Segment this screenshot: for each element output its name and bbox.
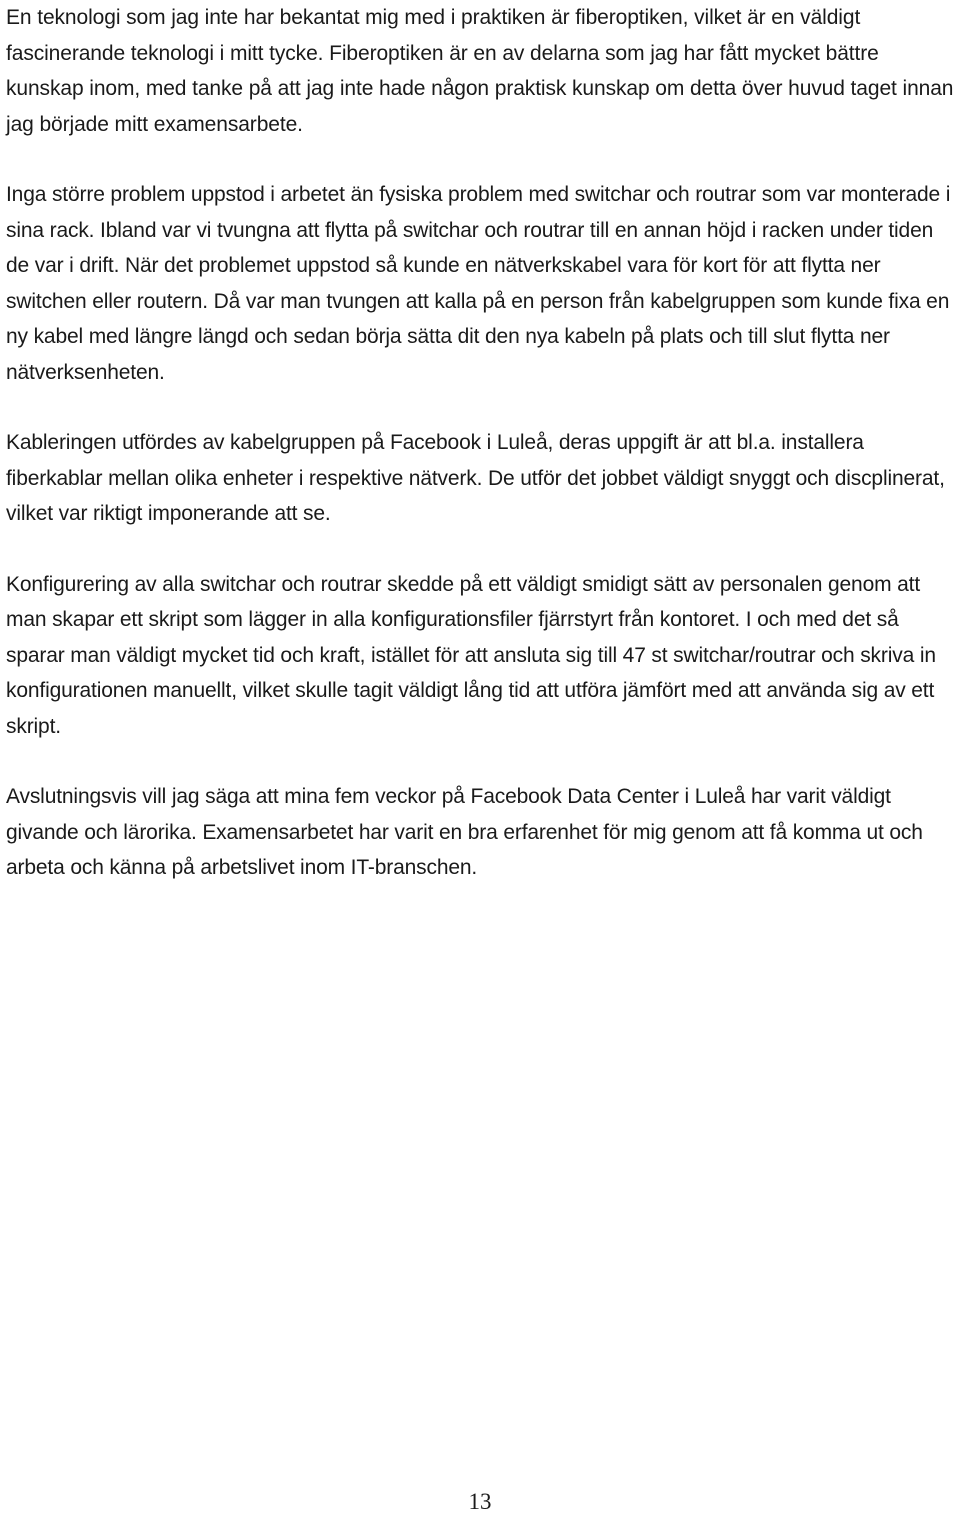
paragraph-conclusion: Avslutningsvis vill jag säga att mina fem veckor på Facebook Data Center i Luleå har varit väldigt givande och lärorika. Examensarbetet har varit en bra erfarenhet för mig genom att få komma ut och arbeta och känna på arbetslivet inom IT-branschen. [6, 785, 923, 879]
document-body [6, 0, 956, 886]
paragraph-fiberoptics: En teknologi som jag inte har bekantat mig med i praktiken är fiberoptiken, vilket är en väldigt fascinerande teknologi i mitt tycke. Fiberoptiken är en av delarna som jag har fått mycket bättre kunskap inom, med tanke på att jag inte hade någon praktisk kunskap om detta över huvud taget innan jag började mitt examensarbete. [6, 6, 954, 136]
paragraph-configuration: Konfigurering av alla switchar och routrar skedde på ett väldigt smidigt sätt av personalen genom att man skapar ett skript som lägger in alla konfigurationsfiler fjärrstyrt från kontoret. I och med det så sparar man väldigt mycket tid och kraft, istället för att ansluta sig till 47 st switchar/routrar och skriva in konfigurationen manuellt, vilket skulle tagit väldigt lång tid att utföra jämfört med att använda sig av ett skript. [6, 572, 936, 738]
page-number: 13 [468, 1489, 492, 1514]
paragraph-problems: Inga större problem uppstod i arbetet än fysiska problem med switchar och routrar som var monterade i sina rack. Ibland var vi tvungna att flytta på switchar och routrar till en annan höjd i racken under tiden de var i drift. När det problemet uppstod så kunde en nätverkskabel vara för kort för att flytta ner switchen eller routern. Då var man tvungen att kalla på en person från kabelgruppen som kunde fixa en ny kabel med längre längd och sedan börja sätta dit den nya kabeln på plats och till slut flytta ner nätverksenheten. [6, 183, 951, 384]
paragraph-gap [6, 142, 956, 177]
paragraph-gap [6, 532, 956, 567]
paragraph-cabling: Kableringen utfördes av kabelgruppen på Facebook i Luleå, deras uppgift är att bl.a. installera fiberkablar mellan olika enheter i respektive nätverk. De utför det jobbet väldigt snyggt och discplinerat, vilket var riktigt imponerande att se. [6, 431, 945, 525]
paragraph-gap [6, 744, 956, 779]
paragraph-gap [6, 390, 956, 425]
